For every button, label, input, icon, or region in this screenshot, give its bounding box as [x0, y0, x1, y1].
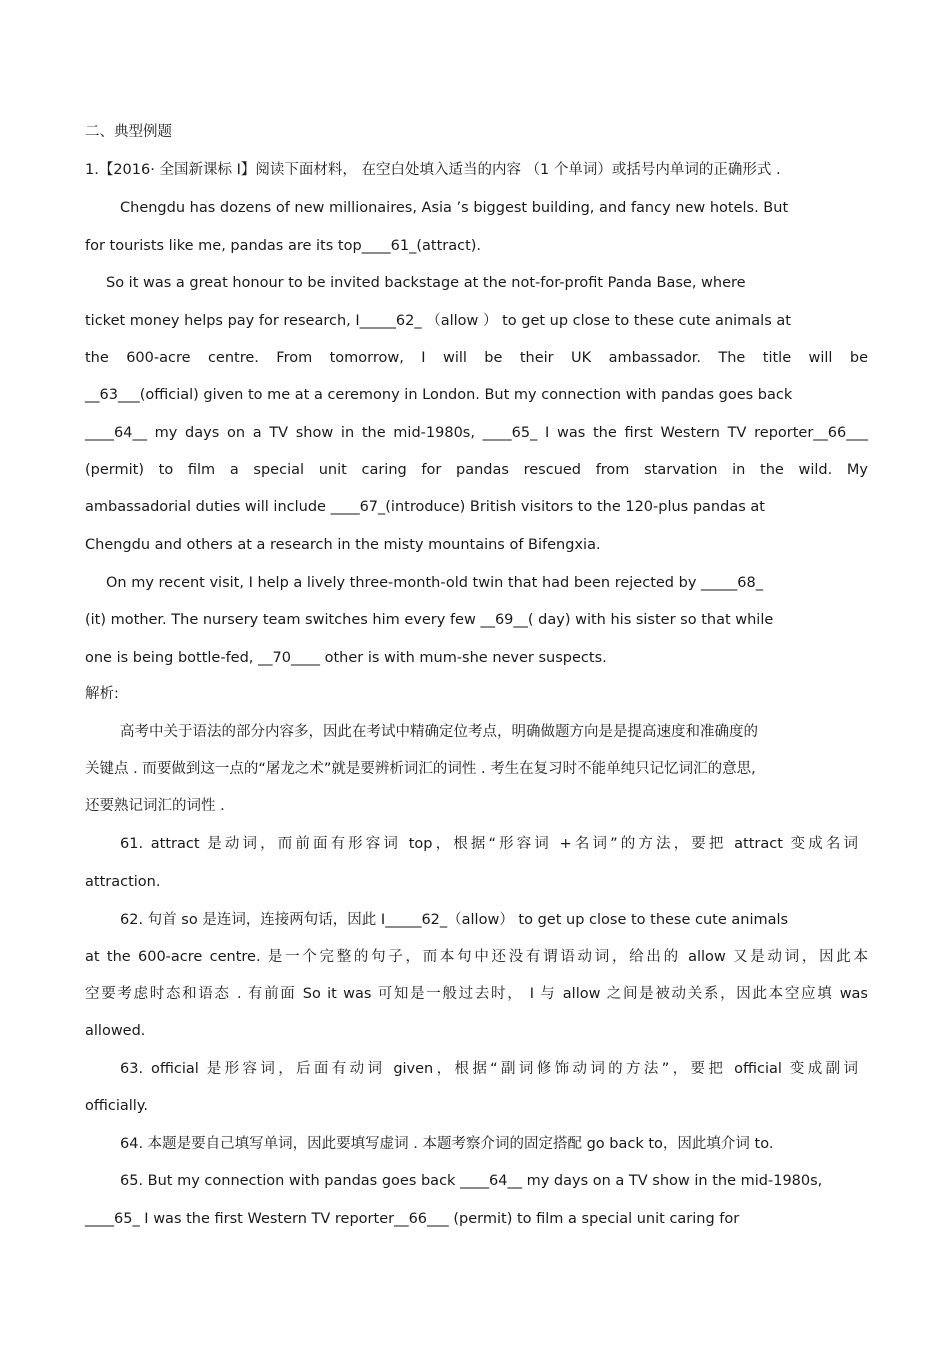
- analysis-line: 63. official 是形容词，后面有动词 given，根据“副词修饰动词的方法”，要把 official 变成副词: [120, 1061, 858, 1077]
- passage-line: Chengdu and others at a research in the misty mountains of Bifengxia.: [85, 537, 601, 553]
- analysis-line: attraction.: [85, 874, 161, 890]
- analysis-line: 62. 句首 so 是连词，连接两句话，因此 I_____62_（allow） to get up close to these cute animals: [120, 912, 789, 928]
- analysis-line: 还要熟记词汇的词性 .: [85, 798, 225, 814]
- passage-line: ticket money helps pay for research, I_____62_ （allow ） to get up close to these cute animals at: [85, 313, 791, 329]
- passage-line: (it) mother. The nursery team switches him every few __69__( day) with his sister so that while: [85, 612, 774, 628]
- analysis-line: at the 600-acre centre. 是一个完整的句子，而本句中还没有谓语动词，给出的 allow 又是动词，因此本: [85, 949, 868, 965]
- passage-line: for tourists like me, pandas are its top____61_(attract).: [85, 238, 482, 254]
- analysis-line: 关键点 . 而要做到这一点的“屠龙之术”就是要辨析词汇的词性 . 考生在复习时不能单纯只记忆词汇的意思,: [85, 761, 756, 777]
- passage-line: ambassadorial duties will include ____67_(introduce) British visitors to the 120-plus pandas at: [85, 499, 765, 515]
- passage-line: On my recent visit, I help a lively three-month-old twin that had been rejected by _____68_: [106, 575, 763, 591]
- analysis-label: 解析:: [85, 686, 119, 702]
- passage-line: the 600-acre centre. From tomorrow, I will be their UK ambassador. The title will be: [85, 350, 868, 366]
- analysis-line: 61. attract 是动词，而前面有形容词 top，根据“形容词 +名词”的方法，要把 attract 变成名词: [120, 836, 858, 852]
- analysis-line: allowed.: [85, 1023, 146, 1039]
- analysis-line: officially.: [85, 1098, 148, 1114]
- passage-line: (permit) to film a special unit caring for pandas rescued from starvation in the wild. My: [85, 462, 868, 478]
- passage-line: __63___(official) given to me at a ceremony in London. But my connection with pandas goes back: [85, 387, 793, 403]
- passage-line: So it was a great honour to be invited backstage at the not-for-profit Panda Base, where: [106, 275, 746, 291]
- analysis-line: 65. But my connection with pandas goes back ____64__ my days on a TV show in the mid-1980s,: [120, 1173, 823, 1189]
- passage-line: Chengdu has dozens of new millionaires, Asia ’s biggest building, and fancy new hotels. But: [120, 200, 789, 216]
- analysis-line: 高考中关于语法的部分内容多，因此在考试中精确定位考点，明确做题方向是是提高速度和准确度的: [120, 724, 758, 740]
- passage-line: ____64__ my days on a TV show in the mid-1980s, ____65_ I was the first Western TV reporter__66___: [85, 425, 868, 441]
- analysis-line: ____65_ I was the first Western TV reporter__66___ (permit) to film a special unit caring for: [85, 1211, 740, 1227]
- analysis-line: 空要考虑时态和语态 . 有前面 So it was 可知是一般过去时， I 与 allow 之间是被动关系，因此本空应填 was: [85, 986, 868, 1002]
- question-intro: 1.【2016· 全国新课标 Ⅰ】阅读下面材料， 在空白处填入适当的内容 （1 个单词）或括号内单词的正确形式 .: [85, 162, 781, 178]
- analysis-line: 64. 本题是要自己填写单词，因此要填写虚词 . 本题考察介词的固定搭配 go back to，因此填介词 to.: [120, 1136, 774, 1152]
- section-heading: 二、典型例题: [85, 124, 172, 140]
- passage-line: one is being bottle-fed, __70____ other is with mum-she never suspects.: [85, 650, 607, 666]
